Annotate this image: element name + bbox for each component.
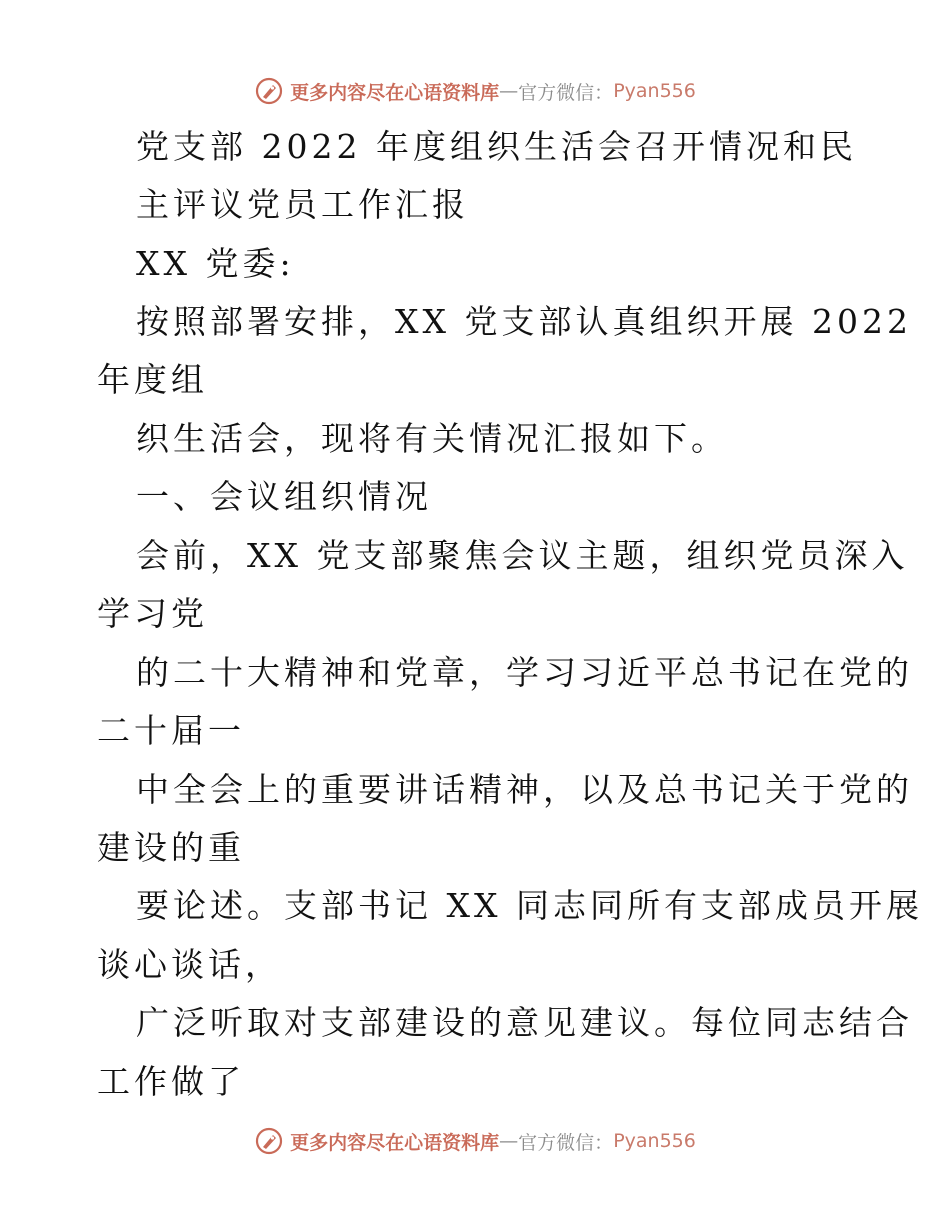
header-watermark	[0, 71, 950, 111]
watermark-sub: 官方微信：	[518, 81, 614, 104]
paragraph-line: 谈心谈话，	[97, 945, 282, 984]
paragraph-line: 建设的重	[97, 828, 245, 867]
watermark-sub: 官方微信：	[518, 1131, 614, 1154]
salutation: XX 党委:	[136, 244, 295, 283]
paragraph-line: 织生活会，现将有关情况汇报如下。	[136, 419, 728, 458]
doc-title-line-2: 主评议党员工作汇报	[136, 185, 469, 224]
paragraph-line: 年度组	[97, 360, 208, 399]
section-heading: 一、会议组织情况	[136, 477, 432, 516]
watermark-brand: 更多内容尽在心语资料库	[290, 81, 500, 104]
paragraph-line: 按照部署安排，XX 党支部认真组织开展 2022	[136, 302, 912, 341]
paragraph-line: 二十届一	[97, 711, 245, 750]
paragraph-line: 会前，XX 党支部聚焦会议主题，组织党员深入	[136, 536, 909, 575]
watermark-separator: —	[499, 80, 519, 102]
paragraph-line: 工作做了	[97, 1062, 245, 1101]
watermark-id: Pyan556	[613, 80, 696, 102]
watermark-brand: 更多内容尽在心语资料库	[290, 1131, 500, 1154]
watermark-id: Pyan556	[613, 1130, 696, 1152]
paragraph-line: 的二十大精神和党章，学习习近平总书记在党的	[136, 653, 913, 692]
paragraph-line: 广泛听取对支部建设的意见建议。每位同志结合	[136, 1003, 913, 1042]
pen-nib-logo-icon	[254, 76, 284, 106]
watermark-separator: —	[499, 1130, 519, 1152]
doc-title-line-1: 党支部 2022 年度组织生活会召开情况和民	[136, 127, 857, 166]
paragraph-line: 要论述。支部书记 XX 同志同所有支部成员开展	[136, 886, 923, 925]
pen-nib-logo-icon	[254, 1126, 284, 1156]
paragraph-line: 学习党	[97, 594, 208, 633]
footer-watermark	[0, 1121, 950, 1161]
paragraph-line: 中全会上的重要讲话精神，以及总书记关于党的	[136, 770, 913, 809]
